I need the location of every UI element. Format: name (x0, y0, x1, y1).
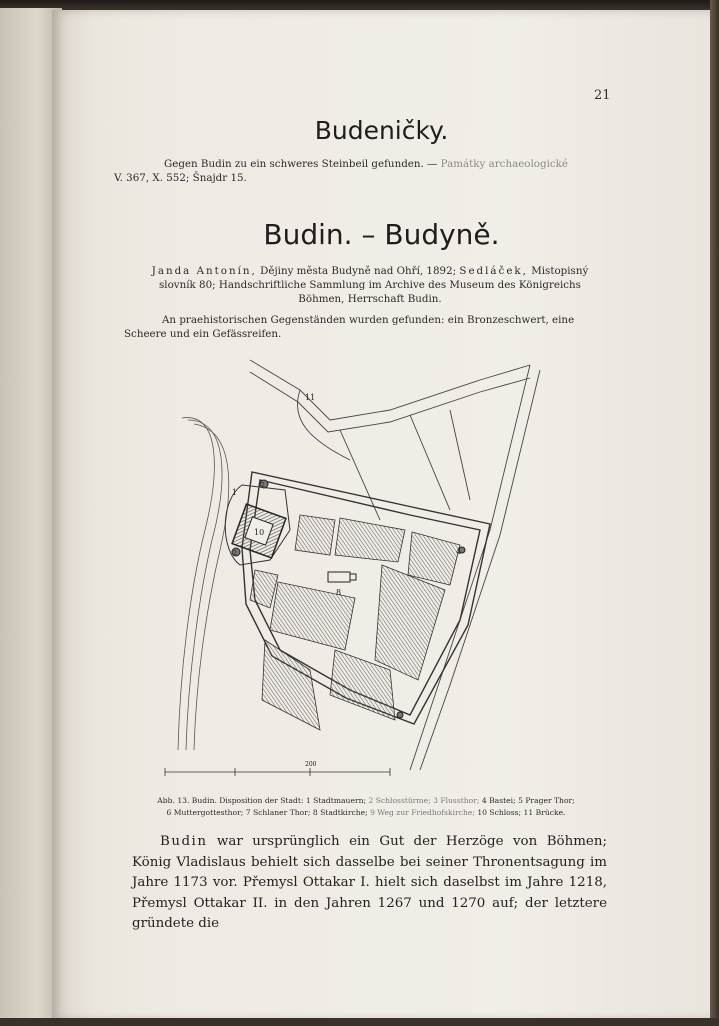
paragraph-line: An praehistorischen Gegenständen wurden gefunden: ein Bronzeschwert, eine (162, 314, 575, 326)
page-number: 21 (594, 88, 611, 103)
legend-10: 10 Schloss; (477, 808, 522, 817)
body-rest: war ursprünglich ein Gut der Herzöge von Böhmen; König Vladislaus behielt sich dasselbe bei seiner Thronentsagung im Jahre 1173 vor. Přemysl Ottakar I. hielt sich daselbst im Jahre 1218, Přemysl Ottakar II. in den Jahren 1267 und 1270 auf; der letztere gründete die (132, 834, 607, 932)
caption-prefix: Abb. 13. Budin. Disposition der Stadt: (157, 796, 304, 805)
text-line: Gegen Budin zu ein schweres Steinbeil gefunden. — (164, 158, 438, 170)
label-castle: 10 (254, 528, 265, 537)
heading-budenicky: Budeničky. (314, 116, 449, 145)
label-church: 8 (336, 588, 342, 597)
legend-6: 6 Muttergottesthor; (166, 808, 244, 817)
paragraph-finds (124, 313, 610, 341)
book-right-edge (710, 0, 719, 1026)
legend-9: 9 Weg zur Friedhofskirche; (370, 808, 475, 817)
paragraph-line: V. 367, X. 552; Šnajdr 15. (114, 172, 247, 184)
reference-text: Památky archaeologické (440, 158, 568, 170)
legend-1: 1 Stadtmauern; (305, 796, 367, 805)
author-name: Sedláček, (459, 265, 528, 277)
legend-5: 5 Prager Thor; (518, 796, 575, 805)
legend-7: 7 Schlaner Thor; (245, 808, 311, 817)
paragraph-sources (140, 264, 600, 306)
book-bottom-edge (0, 1018, 719, 1026)
label-bridge: 11 (305, 393, 316, 402)
label-tower-a: 2 (261, 482, 265, 489)
paragraph-line (114, 157, 614, 171)
town-plan-figure (150, 350, 630, 790)
author-name: Janda Antonín, (151, 265, 257, 277)
book-top-edge (0, 0, 719, 10)
body-name: Budin (160, 834, 208, 849)
caption-line (123, 795, 609, 807)
label-walls: 1 (232, 488, 238, 497)
river-banks (178, 418, 229, 750)
body-paragraph (132, 832, 607, 935)
scale-bar (165, 768, 390, 776)
caption-line (123, 807, 609, 819)
legend-11: 11 Brücke. (523, 808, 566, 817)
source-text: Mistopisný slovník 80; Handschriftliche Sammlung im Archive des Museum des Königreichs Böhmen, Herrschaft Budin. (159, 265, 589, 305)
heading-budin: Budin. – Budyně. (263, 218, 500, 251)
legend-2: 2 Schlosstürme; (368, 796, 431, 805)
legend-3: 3 Flussthor; (433, 796, 480, 805)
source-text: Dějiny města Budyně nad Ohří, 1892; (260, 265, 457, 277)
scale-label: 200 (305, 761, 317, 768)
paragraph-line: Scheere und ein Gefässreifen. (124, 328, 282, 340)
legend-4: 4 Bastei; (481, 796, 516, 805)
label-bastion: 4 (456, 547, 462, 556)
paragraph-budenicky (114, 157, 614, 185)
figure-caption (123, 795, 609, 819)
church (328, 572, 356, 582)
legend-8: 8 Stadtkirche; (312, 808, 368, 817)
label-tower-b: 2 (233, 550, 237, 557)
